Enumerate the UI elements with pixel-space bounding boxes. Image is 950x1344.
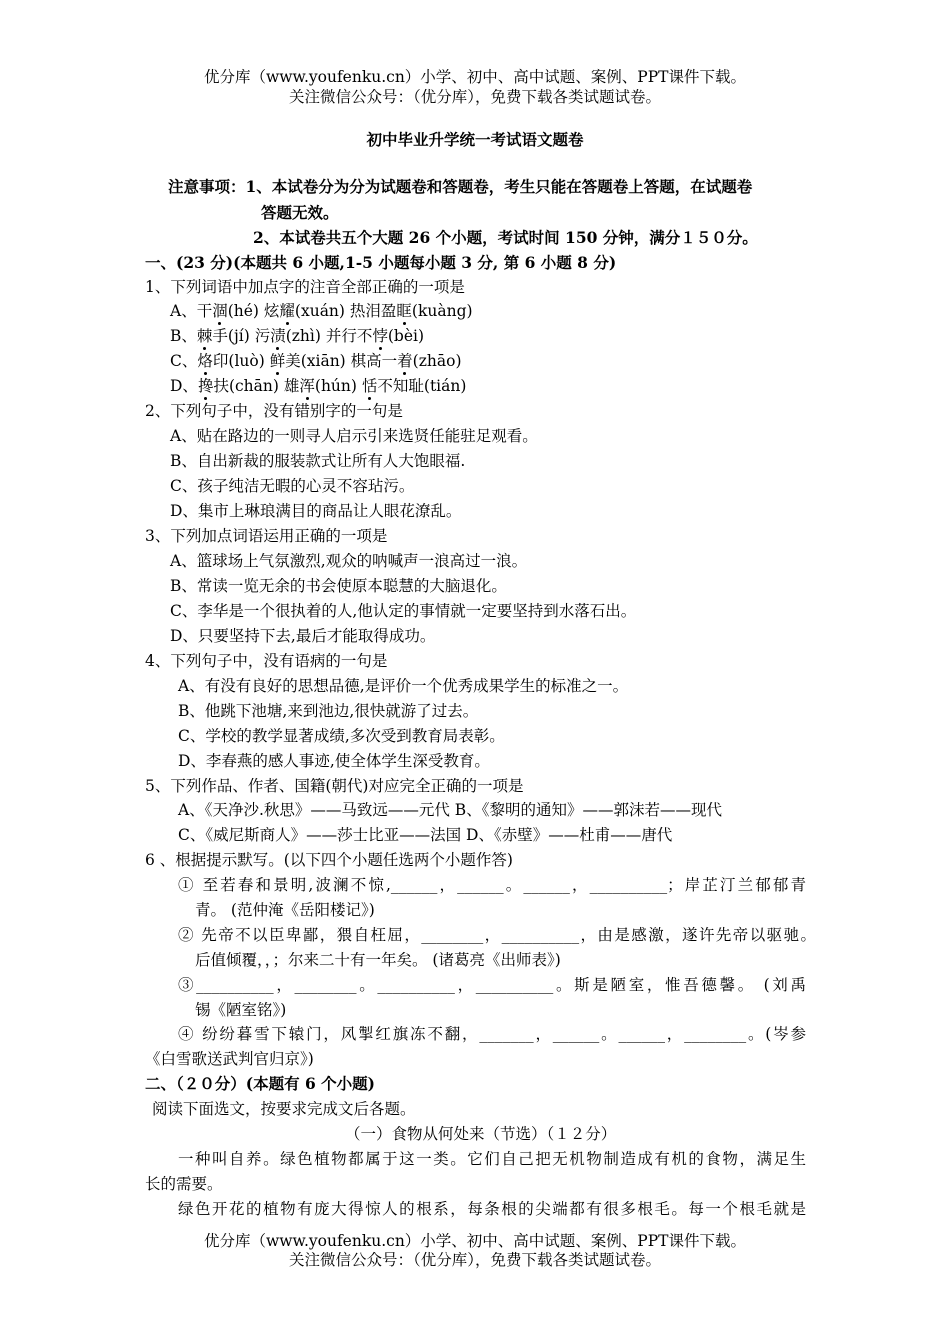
q6-item1-line1: ① 至若春和景明,波澜不惊,______，______。______，__________；岸芷汀兰郁郁青 [178, 876, 806, 894]
notice-line2: 答题无效。 [261, 203, 339, 222]
q3-option-d: D、只要坚持下去,最后才能取得成功。 [170, 627, 436, 645]
q4-option-a: A、有没有良好的思想品德,是评价一个优秀成果学生的标准之一。 [178, 677, 629, 695]
notice-line1: 注意事项：1、本试卷分为分为试题卷和答题卷，考生只能在答题卷上答题，在试题卷 [168, 177, 753, 196]
page-header-line1: 优分库（www.youfenku.cn）小学、初中、高中试题、案例、PPT课件下载。 [203, 68, 747, 86]
section2-intro: 阅读下面选文，按要求完成文后各题。 [152, 1100, 416, 1118]
q6-item3-line2: 锡《陋室铭》) [195, 1001, 287, 1019]
q3-option-b: B、常读一览无余的书会使原本聪慧的大脑退化。 [170, 577, 507, 595]
q2-option-a: A、贴在路边的一则寻人启示引来选贤任能驻足观看。 [170, 427, 538, 445]
q6-item2-line2: 后值倾覆，，；尔来二十有一年矣。 (诸葛亮《出师表》) [195, 951, 561, 969]
passage-title: （一）食物从何处来（节选）（１２分） [345, 1125, 617, 1143]
q1-option-d: D、搀扶(chān) 雄浑(hún) 恬不知耻(tián) [170, 377, 467, 395]
section2-heading: 二、（２０分）(本题有 6 个小题) [145, 1074, 375, 1093]
passage-paragraph1-line2: 长的需要。 [145, 1175, 223, 1193]
q4-option-d: D、李春燕的感人事迹,使全体学生深受教育。 [178, 752, 490, 770]
q2-stem: 2、下列句子中，没有错别字的一句是 [145, 402, 403, 420]
q3-option-c: C、李华是一个很执着的人,他认定的事情就一定要坚持到水落石出。 [170, 602, 637, 620]
q1-option-c: C、烙印(luò) 鲜美(xiān) 棋高一着(zhāo) [170, 352, 462, 370]
q3-option-a: A、篮球场上气氛激烈,观众的呐喊声一浪高过一浪。 [170, 552, 528, 570]
q6-item2-line1: ② 先帝不以臣卑鄙，猥自枉屈，________，__________，由是感激，遂许先帝以驱驰。 [178, 926, 816, 944]
q6-item3-line1: ③__________，________。__________，__________。斯是陋室，惟吾德馨。 (刘禹 [178, 976, 806, 994]
q3-stem: 3、下列加点词语运用正确的一项是 [145, 527, 388, 545]
q4-option-c: C、学校的教学显著成绩,多次受到教育局表彰。 [178, 727, 505, 745]
q4-stem: 4、下列句子中，没有语病的一句是 [145, 652, 388, 670]
notice-line3: 2、本试卷共五个大题 26 个小题，考试时间 150 分钟，满分１５０分。 [253, 228, 758, 247]
q5-stem: 5、下列作品、作者、国籍(朝代)对应完全正确的一项是 [145, 777, 524, 795]
q6-item1-line2: 青。 (范仲淹《岳阳楼记》) [195, 901, 375, 919]
q6-item4-line2: 《白雪歌送武判官归京》) [145, 1050, 314, 1068]
q1-option-b: B、棘手(jí) 污渍(zhì) 并行不悖(bèi) [170, 327, 425, 345]
passage-paragraph1-line1: 一种叫自养。绿色植物都属于这一类。它们自己把无机物制造成有机的食物，满足生 [178, 1150, 806, 1168]
passage-paragraph2-line1: 绿色开花的植物有庞大得惊人的根系，每条根的尖端都有很多根毛。每一个根毛就是 [178, 1200, 806, 1218]
page-footer-line2: 关注微信公众号：（优分库），免费下载各类试题试卷。 [288, 1251, 661, 1269]
q6-item4-line1: ④ 纷纷暮雪下辕门，风掣红旗冻不翻，_______，______。______，________。(岑参 [178, 1025, 806, 1043]
q6-stem: 6 、根据提示默写。(以下四个小题任选两个小题作答) [145, 851, 513, 869]
q2-option-d: D、集市上琳琅满目的商品让人眼花潦乱。 [170, 502, 462, 520]
q1-stem: 1、下列词语中加点字的注音全部正确的一项是 [145, 278, 465, 296]
page-header-line2: 关注微信公众号：（优分库），免费下载各类试题试卷。 [288, 88, 661, 106]
q4-option-b: B、他跳下池塘,来到池边,很快就游了过去。 [178, 702, 479, 720]
q2-option-c: C、孩子纯洁无暇的心灵不容玷污。 [170, 477, 415, 495]
section1-heading: 一、(23 分)(本题共 6 小题,1-5 小题每小题 3 分, 第 6 小题 8 分) [145, 253, 617, 272]
q2-option-b: B、自出新裁的服装款式让所有人大饱眼福. [170, 452, 466, 470]
q5-options-ab: A、《天净沙.秋思》——马致远——元代 B、《黎明的通知》——郭沫若——现代 [178, 801, 722, 819]
q1-option-a: A、干涸(hé) 炫耀(xuán) 热泪盈眶(kuàng) [170, 302, 473, 320]
page-footer-line1: 优分库（www.youfenku.cn）小学、初中、高中试题、案例、PPT课件下载。 [203, 1232, 747, 1250]
page-title: 初中毕业升学统一考试语文题卷 [366, 130, 584, 149]
q5-options-cd: C、《威尼斯商人》——莎士比亚——法国 D、《赤壁》——杜甫——唐代 [178, 826, 673, 844]
